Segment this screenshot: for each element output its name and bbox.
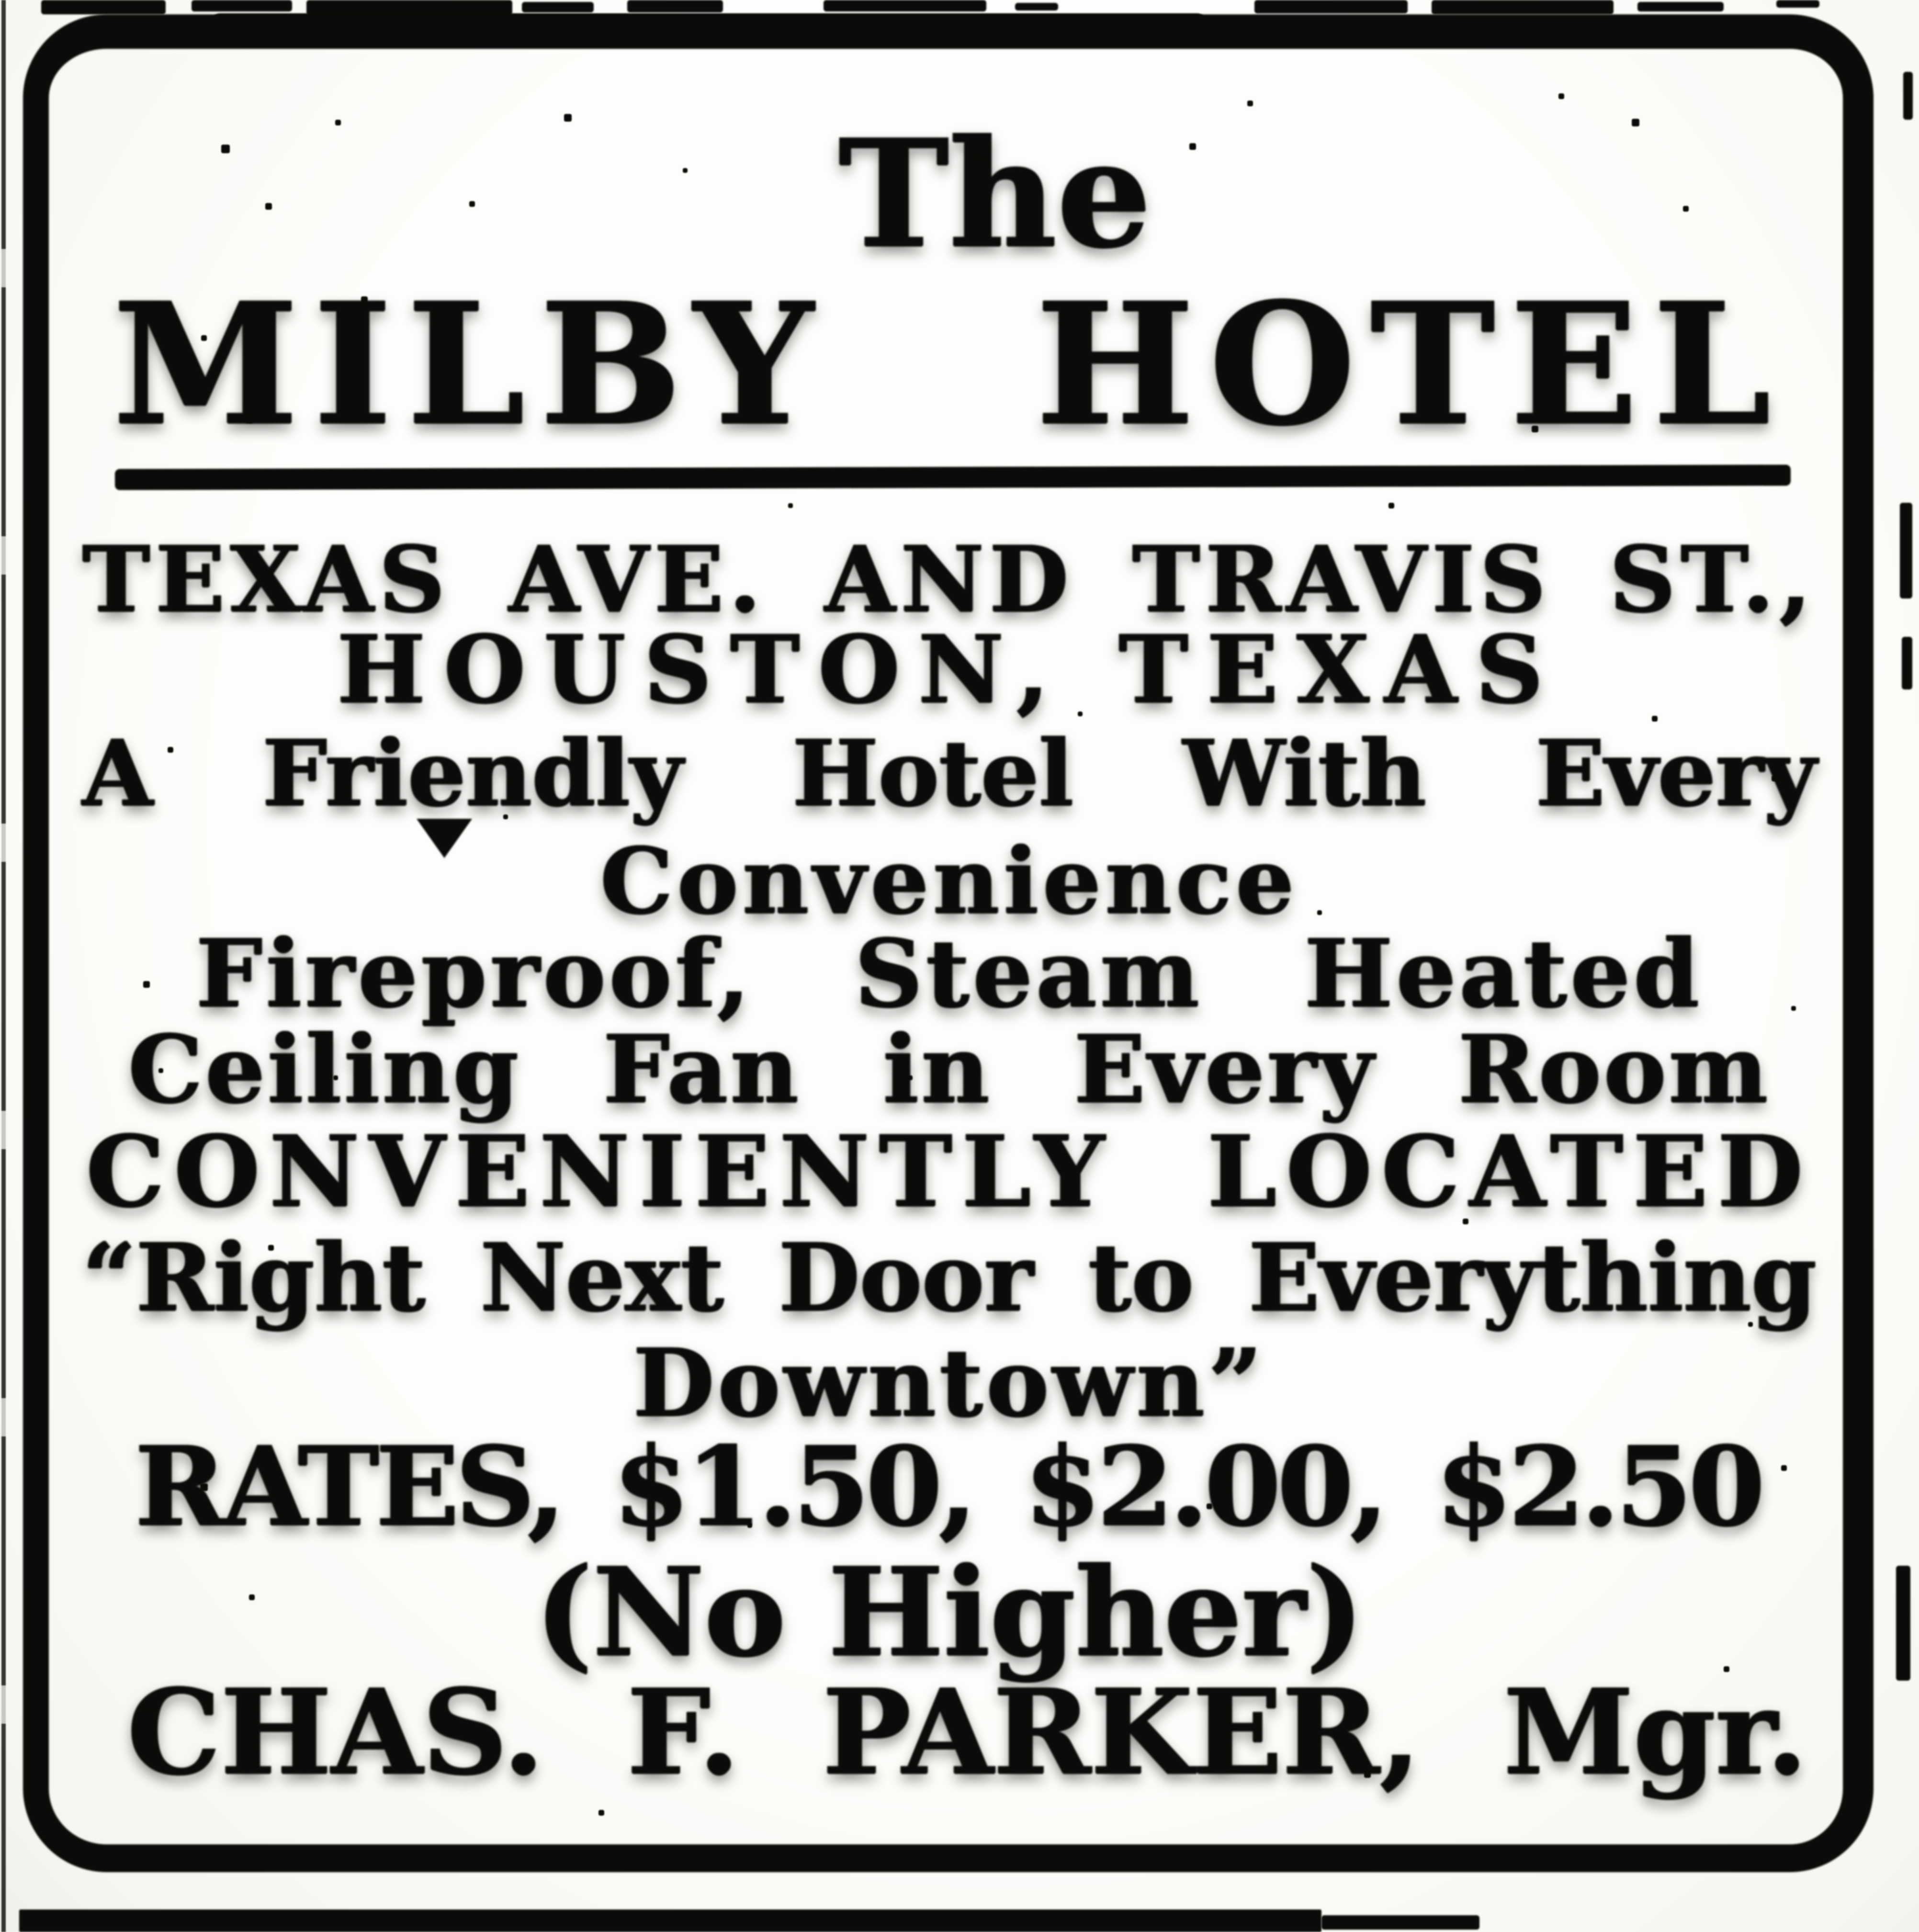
scan-speckles bbox=[0, 0, 1, 1]
cutoff-print-fragment bbox=[1637, 2, 1724, 11]
cutoff-print-fragment bbox=[627, 0, 723, 12]
location-line: CONVENIENTLY LOCATED bbox=[86, 1114, 1813, 1229]
cutoff-print-fragment bbox=[1254, 0, 1408, 13]
tagline-line1: A Friendly Hotel With Every bbox=[82, 720, 1817, 826]
cutoff-print-strip-bottom bbox=[19, 1909, 1321, 1932]
cutoff-print-strip-bottom bbox=[1321, 1915, 1479, 1930]
column-rule-left bbox=[1, 0, 6, 1932]
page-edge-dash bbox=[1902, 637, 1912, 689]
page-edge-dash bbox=[1896, 1566, 1910, 1681]
features-line2: Ceiling Fan in Every Room bbox=[128, 1014, 1771, 1124]
page-edge-dash bbox=[1900, 503, 1912, 599]
cutoff-print-fragment bbox=[1776, 0, 1819, 8]
page-edge-dash bbox=[1903, 72, 1913, 120]
tagline-line2: Convenience bbox=[600, 827, 1298, 934]
slogan-line2: Downtown” bbox=[633, 1328, 1266, 1437]
address-street-line: TEXAS AVE. AND TRAVIS ST., bbox=[82, 526, 1817, 633]
rates-note-line: (No Higher) bbox=[535, 1541, 1364, 1684]
rates-line: RATES, $1.50, $2.00, $2.50 bbox=[135, 1422, 1761, 1550]
cutoff-print-fragment bbox=[1015, 3, 1058, 11]
slogan-line1: “Right Next Door to Everything bbox=[82, 1222, 1817, 1332]
ink-blot-arrow-artifact bbox=[417, 819, 472, 858]
cutoff-print-fragment bbox=[824, 0, 986, 11]
manager-line: CHAS. F. PARKER, Mgr. bbox=[127, 1663, 1807, 1801]
cutoff-print-fragment bbox=[41, 0, 166, 14]
cutoff-print-fragment bbox=[1432, 0, 1614, 14]
milby-hotel-ad-frame bbox=[23, 14, 1874, 1872]
cutoff-print-fragment bbox=[192, 0, 292, 11]
title-divider-rule bbox=[115, 464, 1791, 490]
ad-title-hotel-name: MILBY HOTEL bbox=[113, 265, 1786, 463]
cutoff-print-fragment bbox=[522, 2, 594, 12]
address-city-line: HOUSTON, TEXAS bbox=[337, 614, 1562, 724]
ad-title-the: The bbox=[838, 107, 1151, 281]
features-line1: Fireproof, Steam Heated bbox=[196, 918, 1703, 1028]
